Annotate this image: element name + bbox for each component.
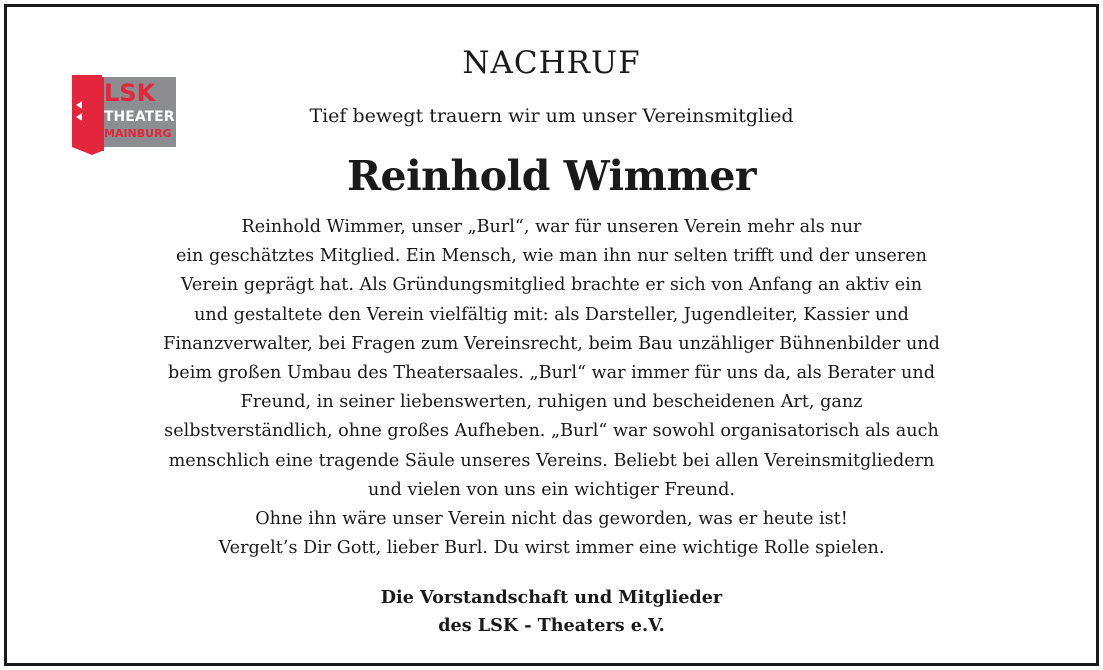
logo-text-mainburg: MAINBURG (104, 127, 172, 140)
notice-intro: Tief bewegt trauern wir um unser Vereinsmitglied (309, 105, 794, 127)
deceased-name: Reinhold Wimmer (346, 152, 757, 200)
obituary-line: Vergelt’s Dir Gott, lieber Burl. Du wirst immer eine wichtige Rolle spielen. (218, 538, 885, 559)
obituary-text (37, 213, 1066, 563)
obituary-frame (4, 4, 1099, 666)
signature-line: des LSK - Theaters e.V. (438, 615, 665, 636)
obituary-line: beim großen Umbau des Theatersaales. „Burl“ war immer für uns da, als Berater und (168, 363, 935, 384)
logo-text-lsk: LSK (104, 79, 156, 107)
obituary-line: Freund, in seiner liebenswerten, ruhigen und bescheidenen Art, ganz (240, 392, 863, 413)
notice-heading: NACHRUF (462, 45, 641, 81)
signature-line: Die Vorstandschaft und Mitglieder (380, 587, 723, 608)
obituary-line: Verein geprägt hat. Als Gründungsmitglied brachte er sich von Anfang an aktiv ein (180, 275, 923, 296)
obituary-line: selbstverständlich, ohne großes Aufheben. „Burl“ war sowohl organisatorisch als auch (164, 421, 939, 442)
obituary-line: und gestaltete den Verein vielfältig mit: als Darsteller, Jugendleiter, Kassier und (194, 304, 909, 325)
obituary-line: und vielen von uns ein wichtiger Freund. (368, 479, 735, 500)
obituary-line: Reinhold Wimmer, unser „Burl“, war für unseren Verein mehr als nur (241, 217, 862, 237)
obituary-line: menschlich eine tragende Säule unseres Vereins. Beliebt bei allen Vereinsmitgliedern (168, 450, 935, 471)
obituary-line: Ohne ihn wäre unser Verein nicht das geworden, was er heute ist! (255, 509, 848, 530)
signature-block (7, 584, 1096, 640)
obituary-line: Finanzverwalter, bei Fragen zum Vereinsrecht, beim Bau unzähliger Bühnenbilder und (163, 333, 940, 354)
logo-text-theater: THEATER (104, 109, 175, 125)
obituary-line: ein geschätztes Mitglied. Ein Mensch, wie man ihn nur selten trifft und der unseren (176, 246, 927, 267)
